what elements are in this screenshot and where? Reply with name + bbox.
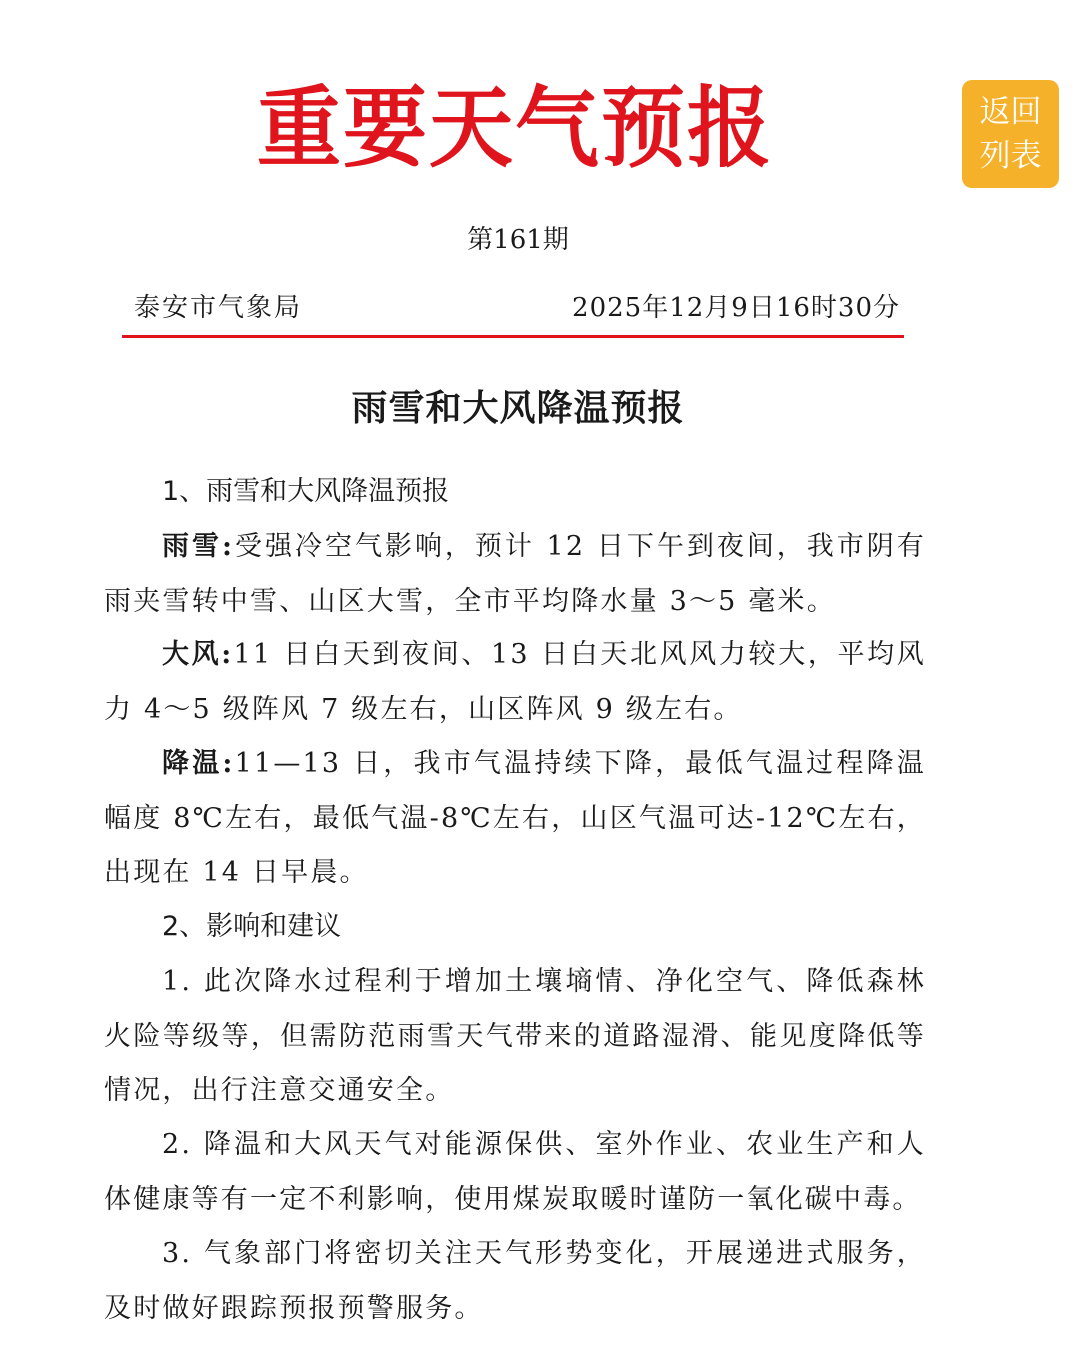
- issuer: 泰安市气象局: [134, 293, 303, 323]
- rain-snow-lead: 雨雪:: [162, 531, 235, 562]
- header-title: 重要天气预报: [256, 75, 773, 180]
- section-1-heading: 1、雨雪和大风降温预报: [162, 476, 450, 507]
- wind-lead: 大风:: [162, 639, 234, 670]
- rain-snow-paragraph: [104, 520, 926, 629]
- red-divider: [122, 335, 904, 338]
- advice-item-1: 1. 此次降水过程利于增加土壤墒情、净化空气、降低森林火险等级等，但需防范雨雪天气带来的道路湿滑、能见度降低等情况，出行注意交通安全。: [104, 966, 926, 1106]
- rain-snow-text: 受强冷空气影响，预计 12 日下午到夜间，我市阴有雨夹雪转中雪、山区大雪，全市平均降水量 3～5 毫米。: [104, 531, 926, 617]
- section-2-heading: 2、影响和建议: [162, 911, 342, 942]
- back-to-list-button[interactable]: [962, 80, 1059, 188]
- cooling-lead: 降温:: [162, 748, 235, 779]
- issue-datetime: 2025年12月9日16时30分: [572, 293, 900, 323]
- issuer-row: [130, 286, 900, 330]
- back-label-line2: 列表: [979, 138, 1042, 174]
- wind-paragraph: [104, 628, 926, 737]
- back-label-line1: 返回: [979, 94, 1042, 130]
- advice-item-3: 3. 气象部门将密切关注天气形势变化，开展递进式服务，及时做好跟踪预报预警服务。: [104, 1238, 926, 1324]
- cooling-paragraph: [104, 737, 926, 901]
- issue-number: 第161期: [467, 225, 569, 255]
- wind-text: 11 日白天到夜间、13 日白天北风风力较大，平均风力 4～5 级阵风 7 级左右，山区阵风 9 级左右。: [104, 639, 926, 725]
- document-title: 雨雪和大风降温预报: [351, 387, 685, 429]
- cooling-text: 11—13 日，我市气温持续下降，最低气温过程降温幅度 8℃左右，最低气温-8℃左右，山区气温可达-12℃左右，出现在 14 日早晨。: [104, 748, 927, 888]
- advice-item-2: 2. 降温和大风天气对能源保供、室外作业、农业生产和人体健康等有一定不利影响，使用煤炭取暖时谨防一氧化碳中毒。: [104, 1129, 926, 1215]
